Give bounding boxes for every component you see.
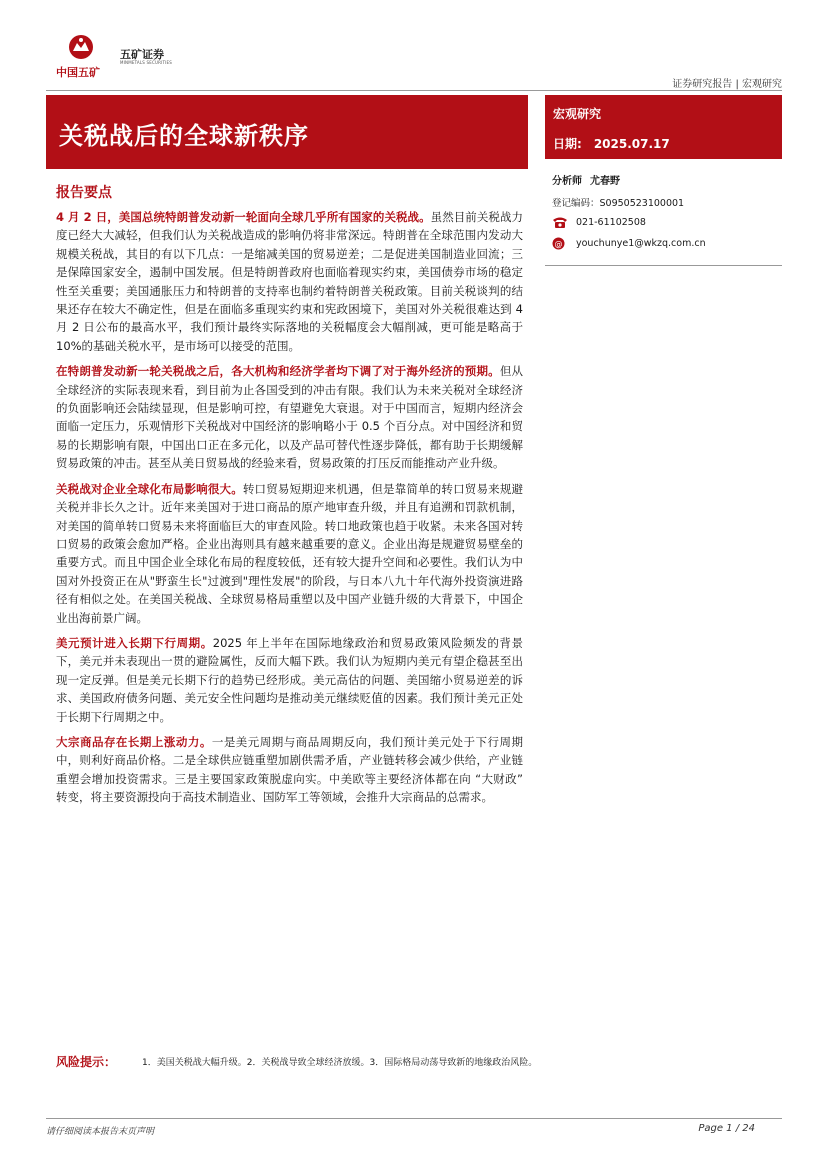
risk-label: 风险提示： bbox=[56, 1055, 117, 1069]
paragraph-lead: 4 月 2 日，美国总统特朗普发动新一轮面向全球几乎所有国家的关税战。 bbox=[56, 210, 431, 224]
phone-icon bbox=[552, 216, 568, 229]
company-logo bbox=[56, 34, 186, 84]
brand-subtitle: MINMETALS SECURITIES bbox=[120, 60, 172, 65]
report-date-value: 2025.07.17 bbox=[593, 137, 670, 151]
analyst-name: 尤春野 bbox=[590, 176, 620, 187]
risk-warning bbox=[56, 1053, 783, 1070]
logo-cn-name: 中国五矿 bbox=[56, 66, 100, 79]
paragraph bbox=[56, 362, 523, 472]
page-number: Page 1 / 24 bbox=[698, 1123, 755, 1134]
side-divider bbox=[545, 265, 782, 266]
paragraph-lead: 美元预计进入长期下行周期。 bbox=[56, 635, 213, 650]
paragraph bbox=[56, 733, 523, 807]
paragraph-lead: 在特朗普发动新一轮关税战之后，各大机构和经济学者均下调了对于海外经济的预期。 bbox=[56, 364, 500, 379]
registration-code: 登记编码：S0950523100001 bbox=[552, 198, 685, 209]
email-address[interactable]: youchunye1@wkzq.com.cn bbox=[576, 238, 706, 249]
footer-divider bbox=[46, 1118, 782, 1119]
analyst-label: 分析师 bbox=[552, 176, 582, 187]
brand-name: 五矿证券 bbox=[120, 48, 164, 61]
section-title: 报告要点 bbox=[56, 185, 112, 201]
paragraph bbox=[56, 634, 523, 726]
report-category: 宏观研究 bbox=[553, 107, 602, 121]
paragraph bbox=[56, 208, 523, 355]
paragraph-text: 一是美元周期与商品周期反向，我们预计美元处于下行周期中，则利好商品价格。二是全球供应链重塑加剧供需矛盾，产业链转移会减少供给，产业链重塑会增加投资需求。三是主要国家政策脱虚向实。中美欧等主要经济体都在向 “大财政” 转变，将主要资源投向于高技术制造业、国防军工等领域，会推升大宗商品的总需求。 bbox=[56, 734, 523, 805]
report-title: 关税战后的全球新秩序 bbox=[59, 122, 309, 150]
analyst-line bbox=[552, 172, 620, 187]
paragraph-lead: 大宗商品存在长期上涨动力。 bbox=[56, 734, 212, 749]
paragraph-text: 虽然目前关税战力度已经大大减轻，但我们认为关税战造成的影响仍将非常深远。特朗普在全球范围内发动大规模关税战，其目的有以下几点：一是缩减美国的贸易逆差；二是促进美国制造业回流；三是保障国家安全，遏制中国发展。但是特朗普政府也面临着现实约束，美国债券市场的稳定性至关重要；美国通胀压力和特朗普的支持率也制约着特朗普关税政策。目前关税谈判的结果还存在较大不确定性，但是在面临多重现实约束和宪政困境下，美国对外关税很难达到 4 月 2 日公布的最高水平，我们预计最终实际落地的关税幅度会大幅削减，更可能是略高于 10%的基础关税水平，是市场可以接受的范围。 bbox=[56, 210, 524, 353]
phone-contact bbox=[552, 216, 646, 229]
paragraph-text: 但从全球经济的实际表现来看，到目前为止各国受到的冲击有限。我们认为未来关税对全球经济的负面影响还会陆续显现，但是影响可控，有望避免大衰退。对于中国而言，短期内经济会面临一定压力，乐观情形下关税战对中国经济的影响略小于 0.5 个百分点。对中国经济和贸易的长期影响有限，中国出口正在多元化，以及产品可替代性逐步降低，都有助于长期缓解贸易政策的冲击。甚至从美日贸易战的经验来看，贸易政策的打压反而能推动产业升级。 bbox=[56, 364, 524, 471]
paragraph bbox=[56, 480, 523, 627]
header-divider bbox=[46, 90, 782, 91]
footer-disclaimer: 请仔细阅读本报告末页声明 bbox=[46, 1127, 155, 1137]
paragraph-lead: 关税战对企业全球化布局影响很大。 bbox=[56, 481, 243, 496]
report-date: 日期: 2025.07.17 bbox=[553, 137, 670, 151]
email-contact[interactable] bbox=[552, 237, 706, 250]
risk-text: 1．美国关税战大幅升级。2．关税战导致全球经济放缓。3．国际格局动荡导致新的地缘政治风险。 bbox=[142, 1058, 538, 1068]
phone-number: 021-61102508 bbox=[576, 217, 646, 228]
paragraph-text: 转口贸易短期迎来机遇，但是靠简单的转口贸易来规避关税并非长久之计。近年来美国对于进口商品的原产地审查升级，并且有追溯和罚款机制，对美国的简单转口贸易未来将面临巨大的审查风险。转口地政策也趋于收紧。未来各国对转口贸易的政策会愈加严格。企业出海则具有越来越重要的意义。企业出海是规避贸易壁垒的重要方式。而且中国企业全球化布局的程度较低，还有较大提升空间和必要性。我们认为中国对外投资正在从"野蛮生长"过渡到"理性发展"的阶段，与日本八九十年代海外投资演进路径有相似之处。在美国关税战、全球贸易格局重塑以及中国产业链升级的大背景下，中国企业出海前景广阔。 bbox=[56, 481, 524, 625]
email-icon bbox=[552, 237, 568, 250]
report-body bbox=[56, 208, 523, 814]
title-banner bbox=[46, 95, 528, 169]
paragraph-text: 2025 年上半年在国际地缘政治和贸易政策风险频发的背景下，美元并未表现出一贯的避险属性，反而大幅下跌。我们认为短期内美元有望企稳甚至出现一定反弹。但是美元长期下行的趋势已经形成。美元高估的问题、美国缩小贸易逆差的诉求、美国政府债务问题、美元安全性问题均是推动美元继续贬值的因素。我们预计美元正处于长期下行周期之中。 bbox=[56, 635, 523, 724]
minmetals-emblem-icon bbox=[68, 34, 94, 60]
svg-text:@: @ bbox=[554, 239, 563, 249]
document-type: 证券研究报告 | 宏观研究 bbox=[672, 79, 782, 90]
report-meta-box bbox=[545, 95, 782, 159]
